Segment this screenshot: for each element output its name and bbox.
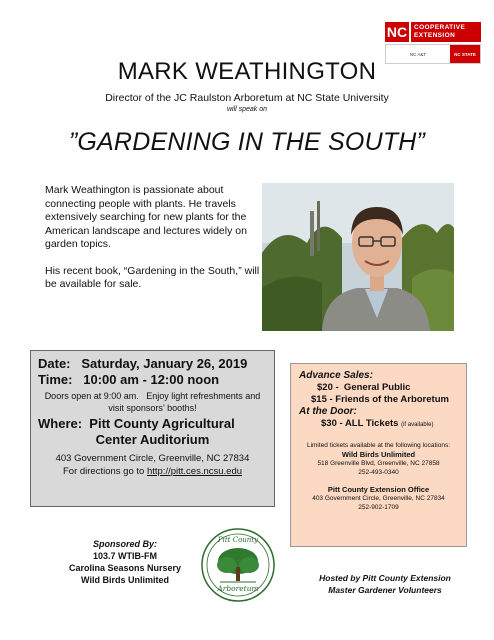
arboretum-logo-bottom: Arboretum <box>217 584 259 593</box>
sponsor-item: Wild Birds Unlimited <box>81 575 169 585</box>
location-1-address: 518 Greenville Blvd, Greenville, NC 27858 <box>317 460 440 467</box>
speaker-photo <box>262 183 454 331</box>
hosted-line-2: Master Gardener Volunteers <box>328 585 442 595</box>
directions-prefix: For directions go to <box>62 466 147 477</box>
logo-line-1: COOPERATIVE <box>414 24 466 31</box>
pitt-county-arboretum-logo <box>200 527 276 603</box>
event-date: Date: Saturday, January 26, 2019 <box>38 356 248 371</box>
hosted-by <box>295 572 475 596</box>
advance-sales-heading: Advance Sales: <box>299 370 373 381</box>
advance-price-friends: $15 - Friends of the Arboretum <box>311 394 449 405</box>
bio-paragraph-2: His recent book, “Gardening in the South,” will be available for sale. <box>45 264 260 290</box>
door-price-note: (if available) <box>401 422 434 428</box>
event-time: Time: 10:00 am - 12:00 noon <box>38 372 220 387</box>
arboretum-logo-top: Pitt County <box>217 536 259 544</box>
event-where-line-1: Where: Pitt County Agricultural <box>38 416 235 431</box>
talk-title: ”GARDENING IN THE SOUTH” <box>68 128 426 156</box>
door-price <box>299 418 458 431</box>
speaker-bio <box>45 184 260 305</box>
event-where-line-2: Center Auditorium <box>95 432 210 447</box>
at-door-heading: At the Door: <box>299 406 357 417</box>
location-1-name: Wild Birds Unlimited <box>341 450 416 459</box>
door-price-text: $30 - ALL Tickets <box>321 418 399 429</box>
limited-tickets-note: Limited tickets available at the following locations: <box>306 442 451 449</box>
logo-ncstate: NC STATE <box>450 45 480 63</box>
location-2-name: Pitt County Extension Office <box>327 485 430 494</box>
speaker-name: MARK WEATHINGTON <box>117 58 377 85</box>
sponsors-heading: Sponsored By: <box>92 539 157 549</box>
hosted-line-1: Hosted by Pitt County Extension <box>319 573 451 583</box>
advance-price-general: $20 - General Public <box>317 382 411 393</box>
location-2-phone: 252-902-1709 <box>358 504 399 511</box>
speaker-title: Director of the JC Raulston Arboretum at NC State University <box>105 92 389 104</box>
logo-ncat: NC A&T <box>409 51 427 57</box>
tickets-box <box>290 363 467 547</box>
event-details-box <box>30 350 275 507</box>
bio-paragraph-1: Mark Weathington is passionate about connecting people with plants. He travels extensively searching for new plants for the American landscape and lectures widely on garden topics. <box>45 184 247 250</box>
logo-line-2: EXTENSION <box>414 32 456 39</box>
sponsor-item: Carolina Seasons Nursery <box>68 563 182 573</box>
event-directions <box>38 465 267 478</box>
location-2-address: 403 Government Circle, Greenville, NC 27834 <box>312 495 445 502</box>
event-address: 403 Government Circle, Greenville, NC 27834 <box>55 453 250 464</box>
directions-link[interactable]: http://pitt.ces.ncsu.edu <box>146 466 243 477</box>
location-1-phone: 252-493-0340 <box>358 469 399 476</box>
nc-logo-mark: NC <box>386 24 408 40</box>
sponsors-block <box>45 538 205 586</box>
event-where <box>38 416 267 448</box>
sponsor-item: 103.7 WTIB-FM <box>92 551 157 561</box>
event-address-block <box>38 452 267 478</box>
logo-words <box>409 22 481 42</box>
will-speak-on: will speak on <box>226 106 268 113</box>
event-doors: Doors open at 9:00 am. Enjoy light refreshments and visit sponsors’ booths! <box>44 391 263 413</box>
